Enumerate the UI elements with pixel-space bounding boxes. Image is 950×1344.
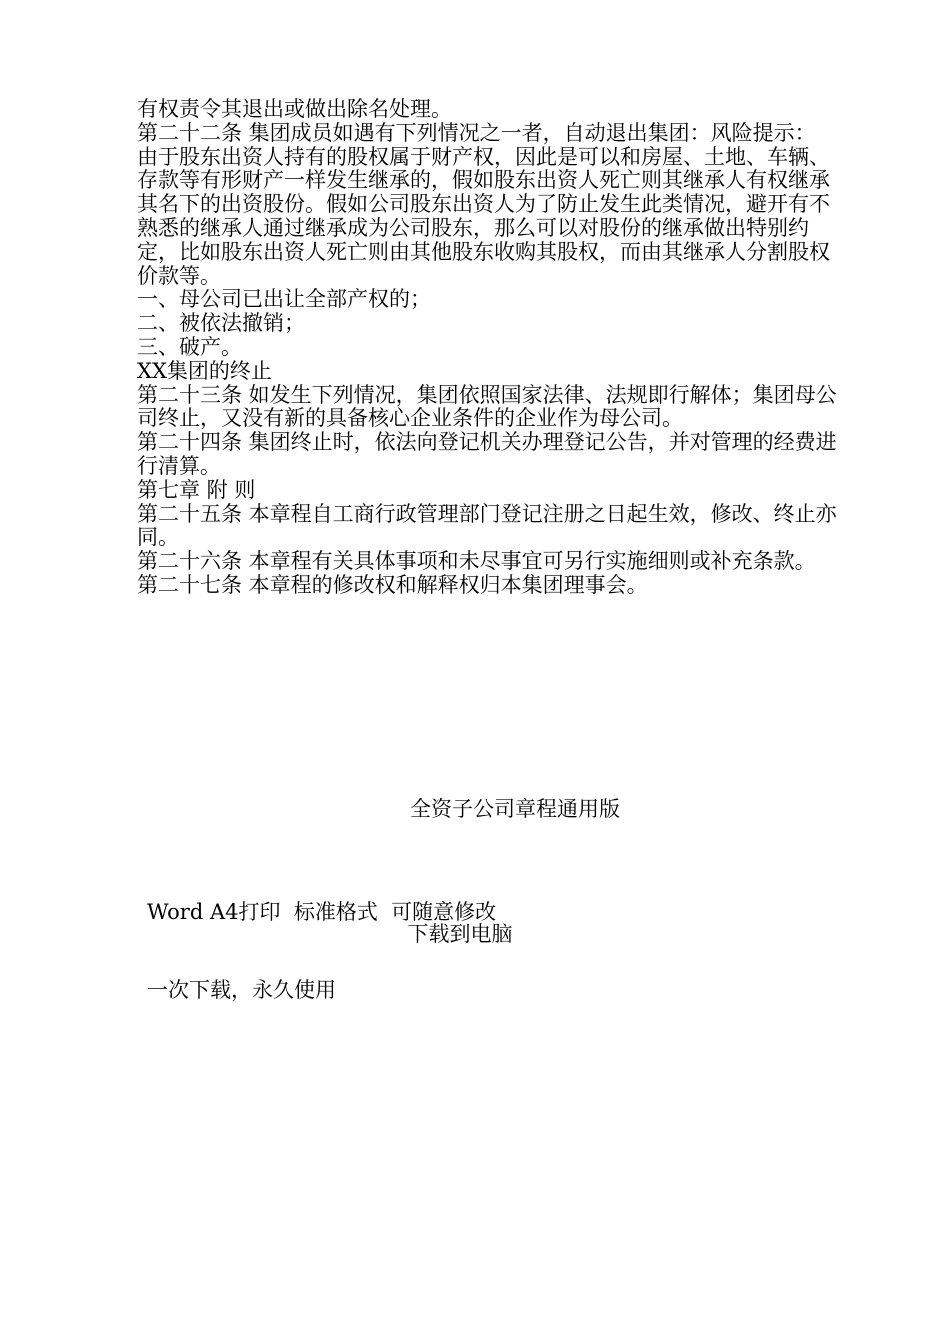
paragraph: 第二十七条 本章程的修改权和解释权归本集团理事会。 xyxy=(137,572,648,597)
download-link[interactable]: 下载到电脑 xyxy=(407,922,513,946)
chapter-heading: 第七章 附 则 xyxy=(137,477,256,502)
paragraph: 第二十四条 集团终止时，依法向登记机关办理登记公告，并对管理的经费进行清算。 xyxy=(137,430,837,478)
features-line: Word A4打印 标准格式 可随意修改 xyxy=(147,900,497,924)
paragraph: 有权责令其退出或做出除名处理。 xyxy=(137,97,452,121)
paragraph: 第二十五条 本章程自工商行政管理部门登记注册之日起生效，修改、终止亦同。 xyxy=(137,501,837,550)
paragraph: 第二十二条 集团成员如遇有下列情况之一者，自动退出集团：风险提示： xyxy=(137,120,816,145)
paragraph: 第二十六条 本章程有关具体事项和未尽事宜可另行实施细则或补充条款。 xyxy=(137,549,816,574)
section-heading: XX集团的终止 xyxy=(137,358,272,383)
paragraph: 二、被依法撤销； xyxy=(137,311,305,336)
paragraph: 由于股东出资人持有的股权属于财产权，因此是可以和房屋、土地、车辆、存款等有形财产一样发生继承的，假如股东出资人死亡则其继承人有权继承其名下的出资股份。假如公司股东出资人为了防止发生此类情况，避开有不熟悉的继承人通过继承成为公司股东，那么可以对股份的继承做出特别约定，比如股东出资人死亡则由其他股东收购其股权，而由其继承人分割股权价款等。 xyxy=(137,144,830,288)
document-body xyxy=(137,98,837,598)
paragraph: 三、破产。 xyxy=(137,334,242,359)
paragraph: 一、母公司已出让全部产权的； xyxy=(137,287,431,312)
footer-title: 全资子公司章程通用版 xyxy=(410,797,620,821)
features-line: 一次下载，永久使用 xyxy=(147,978,336,1002)
paragraph: 第二十三条 如发生下列情况，集团依照国家法律、法规即行解体；集团母公司终止，又没有新的具备核心企业条件的企业作为母公司。 xyxy=(137,382,837,431)
